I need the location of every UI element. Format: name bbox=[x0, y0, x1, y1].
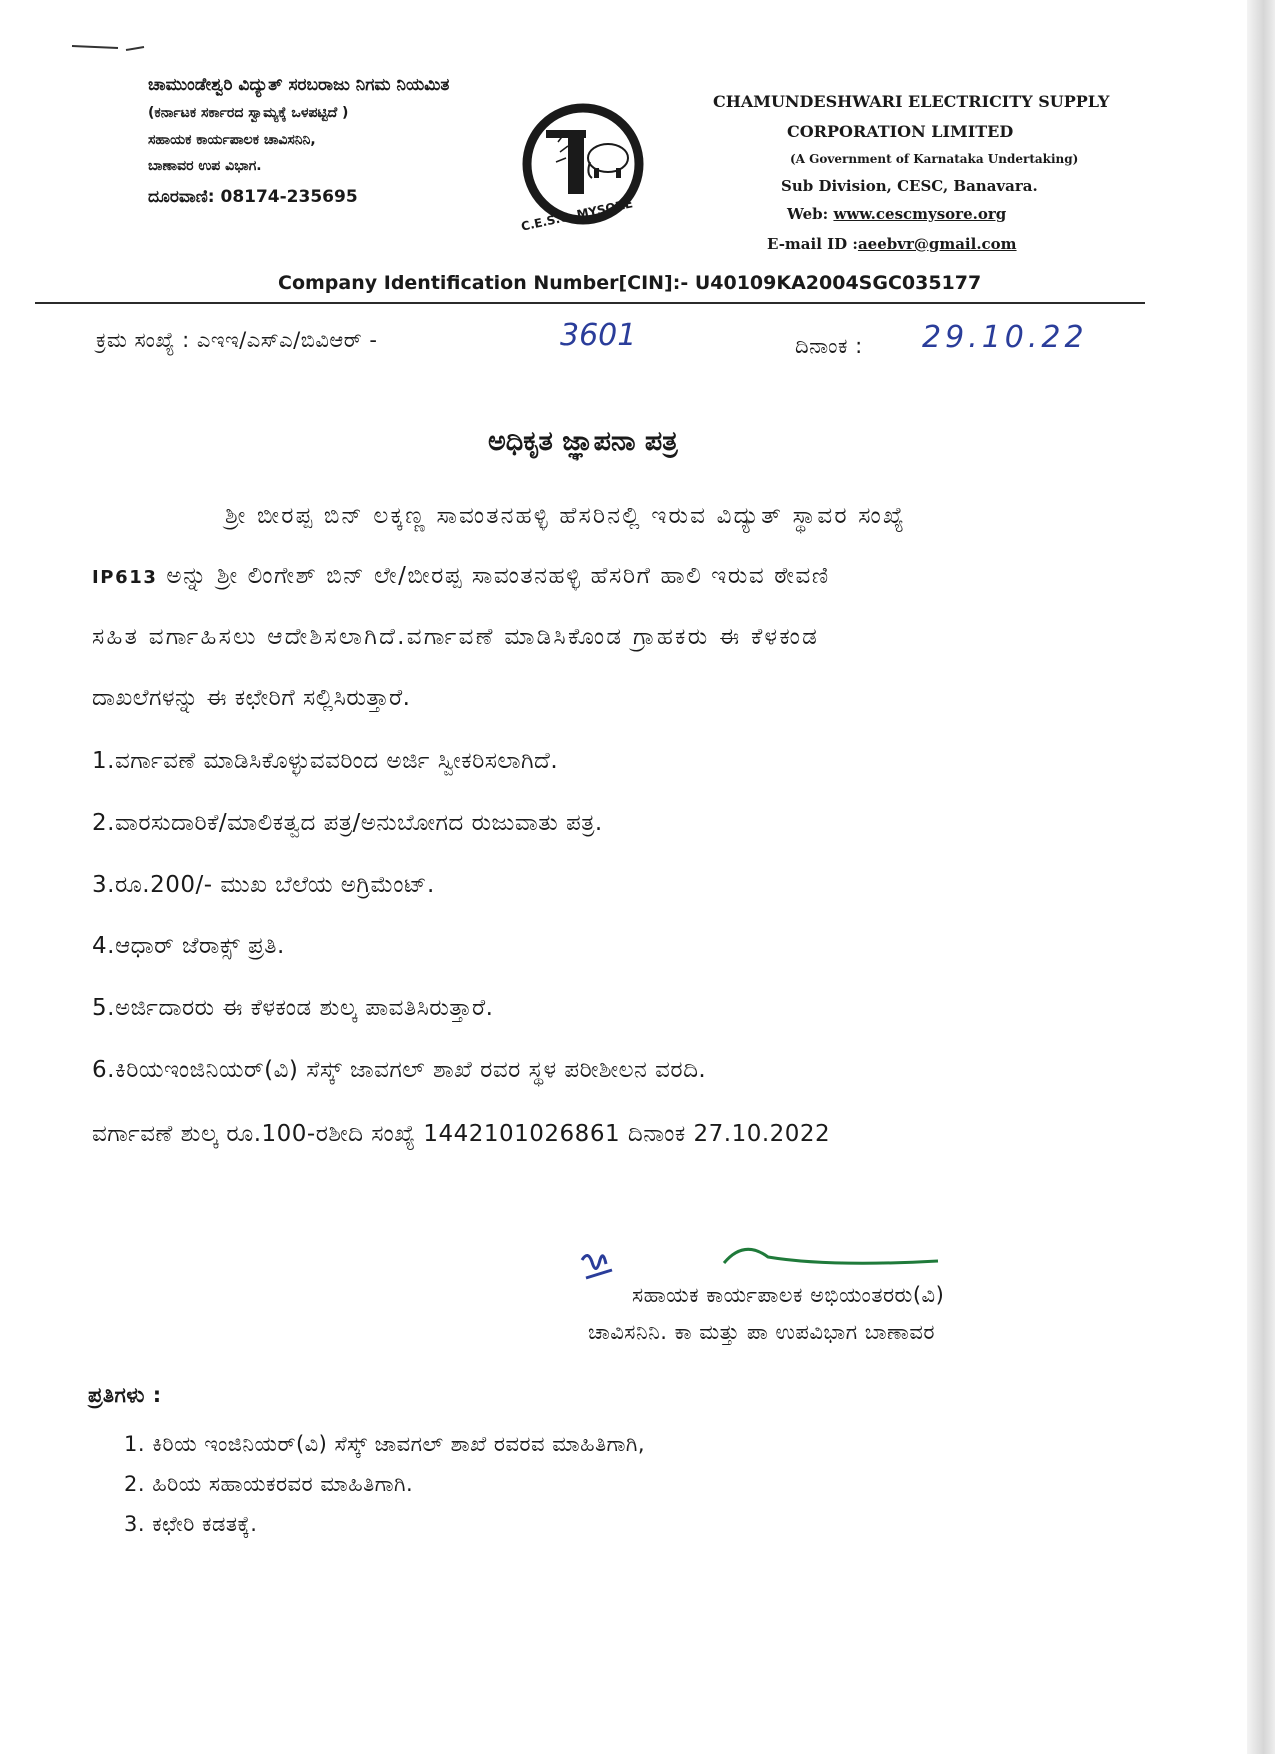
header-phone: ದೂರವಾಣಿ: 08174-235695 bbox=[148, 187, 358, 207]
page-edge-shadow bbox=[1247, 0, 1275, 1754]
list-item: 3.ರೂ.200/- ಮುಖ ಬೆಲೆಯ ಅಗ್ರಿಮೆಂಟ್. bbox=[92, 872, 435, 898]
header-kannada-line3: ಸಹಾಯಕ ಕಾರ್ಯಪಾಲಕ ಚಾವಿಸನಿನಿ, bbox=[148, 132, 316, 148]
email-link[interactable]: aeebvr@gmail.com bbox=[857, 235, 1017, 253]
copy-item: 1. ಕಿರಿಯ ಇಂಜಿನಿಯರ್(ವಿ) ಸೆಸ್ಕ್ ಜಾವಗಲ್ ಶಾಖೆ ರವರವ ಮಾಹಿತಿಗಾಗಿ, bbox=[124, 1432, 646, 1456]
para-line-3: ಸಹಿತ ವರ್ಗಾಹಿಸಲು ಆದೇಶಿಸಲಾಗಿದೆ.ವರ್ಗಾವಣೆ ಮಾಡಿಸಿಕೊಂಡ ಗ್ರಾಹಕರು ಈ ಕೆಳಕಂಡ bbox=[92, 624, 820, 650]
fee-line: ವರ್ಗಾವಣೆ ಶುಲ್ಕ ರೂ.100-ರಶೀದಿ ಸಂಖ್ಯೆ 1442101026861 ದಿನಾಂಕ 27.10.2022 bbox=[92, 1121, 831, 1147]
header-kannada-line2: (ಕರ್ನಾಟಕ ಸರ್ಕಾರದ ಸ್ವಾಮ್ಯಕ್ಕೆ ಒಳಪಟ್ಟಿದೆ ) bbox=[148, 105, 349, 121]
para-line-1: ಶ್ರೀ ಬೀರಪ್ಪ ಬಿನ್ ಲಕ್ಕಣ್ಣ ಸಾವಂತನಹಳ್ಳಿ ಹೆಸರಿನಲ್ಲಿ ಇರುವ ವಿದ್ಯುತ್ ಸ್ಥಾವರ ಸಂಖ್ಯೆ bbox=[225, 503, 906, 529]
header-rule bbox=[35, 302, 1145, 304]
header-english-line3: (A Government of Karnataka Undertaking) bbox=[790, 152, 1079, 166]
pen-mark bbox=[70, 38, 150, 58]
list-item: 1.ವರ್ಗಾವಣೆ ಮಾಡಿಸಿಕೊಳ್ಳುವವರಿಂದ ಅರ್ಜಿ ಸ್ವೀಕರಿಸಲಾಗಿದೆ. bbox=[92, 748, 559, 774]
logo-text: C.E.S.C, MYSORE bbox=[519, 196, 634, 234]
header-english-line1: CHAMUNDESHWARI ELECTRICITY SUPPLY bbox=[713, 92, 1110, 111]
document-title: ಅಧಿಕೃತ ಜ್ಞಾಪನಾ ಪತ್ರ bbox=[488, 426, 678, 457]
para-line-4: ದಾಖಲೆಗಳನ್ನು ಈ ಕಛೇರಿಗೆ ಸಲ್ಲಿಸಿರುತ್ತಾರೆ. bbox=[92, 685, 411, 711]
list-item: 2.ವಾರಸುದಾರಿಕೆ/ಮಾಲಿಕತ್ವದ ಪತ್ರ/ಅನುಬೋಗದ ರುಜುವಾತು ಪತ್ರ. bbox=[92, 810, 603, 836]
reference-label: ಕ್ರಮ ಸಂಖ್ಯೆ : ಎಇಇ/ಎಸ್ಎ/ಬಿವಿಆರ್ - bbox=[96, 328, 378, 352]
copy-item: 2. ಹಿರಿಯ ಸಹಾಯಕರವರ ಮಾಹಿತಿಗಾಗಿ. bbox=[124, 1472, 414, 1496]
reference-number: 3601 bbox=[560, 318, 637, 353]
date-label: ದಿನಾಂಕ : bbox=[795, 334, 863, 358]
header-email bbox=[767, 235, 1017, 253]
web-label: Web: bbox=[787, 205, 829, 223]
date-value: 29.10.22 bbox=[922, 320, 1088, 355]
signatory-office: ಚಾವಿಸನಿನಿ. ಕಾ ಮತ್ತು ಪಾ ಉಪವಿಭಾಗ ಬಾಣಾವರ bbox=[588, 1320, 935, 1344]
para-line-2 bbox=[92, 563, 830, 589]
list-item: 6.ಕಿರಿಯಇಂಜಿನಿಯರ್(ವಿ) ಸೆಸ್ಕ್ ಜಾವಗಲ್ ಶಾಖೆ ರವರ ಸ್ಥಳ ಪರೀಶೀಲನ ವರದಿ. bbox=[92, 1057, 707, 1083]
email-label: E-mail ID : bbox=[767, 235, 858, 253]
strike-mark bbox=[718, 1243, 948, 1283]
header-kannada-line1: ಚಾಮುಂಡೇಶ್ವರಿ ವಿದ್ಯುತ್ ಸರಬರಾಜು ನಿಗಮ ನಿಯಮಿತ bbox=[148, 75, 450, 95]
list-item: 5.ಅರ್ಜಿದಾರರು ಈ ಕೆಳಕಂಡ ಶುಲ್ಕ ಪಾವತಿಸಿರುತ್ತಾರೆ. bbox=[92, 995, 494, 1021]
installation-code: IP613 bbox=[92, 567, 158, 588]
cin-line: Company Identification Number[CIN]:- U40109KA2004SGC035177 bbox=[278, 272, 982, 294]
header-english-line2: CORPORATION LIMITED bbox=[787, 122, 1014, 141]
signatory-designation: ಸಹಾಯಕ ಕಾರ್ಯಪಾಲಕ ಅಭಿಯಂತರರು(ವಿ) bbox=[632, 1283, 945, 1307]
list-item: 4.ಆಧಾರ್ ಜೆರಾಕ್ಸ್ ಪ್ರತಿ. bbox=[92, 933, 285, 959]
copy-item: 3. ಕಛೇರಿ ಕಡತಕ್ಕೆ. bbox=[124, 1512, 258, 1536]
para-line-2-text: ಅನ್ನು ಶ್ರೀ ಲಿಂಗೇಶ್ ಬಿನ್ ಲೇ/ಬೀರಪ್ಪ ಸಾವಂತನಹಳ್ಳಿ ಹೆಸರಿಗೆ ಹಾಲಿ ಇರುವ ಠೇವಣಿ bbox=[166, 563, 830, 589]
web-link[interactable]: www.cescmysore.org bbox=[833, 205, 1007, 223]
header-web bbox=[787, 205, 1006, 223]
cesc-logo bbox=[508, 92, 658, 242]
header-english-line4: Sub Division, CESC, Banavara. bbox=[781, 177, 1038, 195]
copies-label: ಪ್ರತಿಗಳು : bbox=[88, 1383, 162, 1407]
header-kannada-line4: ಬಾಣಾವರ ಉಪ ವಿಭಾಗ. bbox=[148, 158, 262, 174]
